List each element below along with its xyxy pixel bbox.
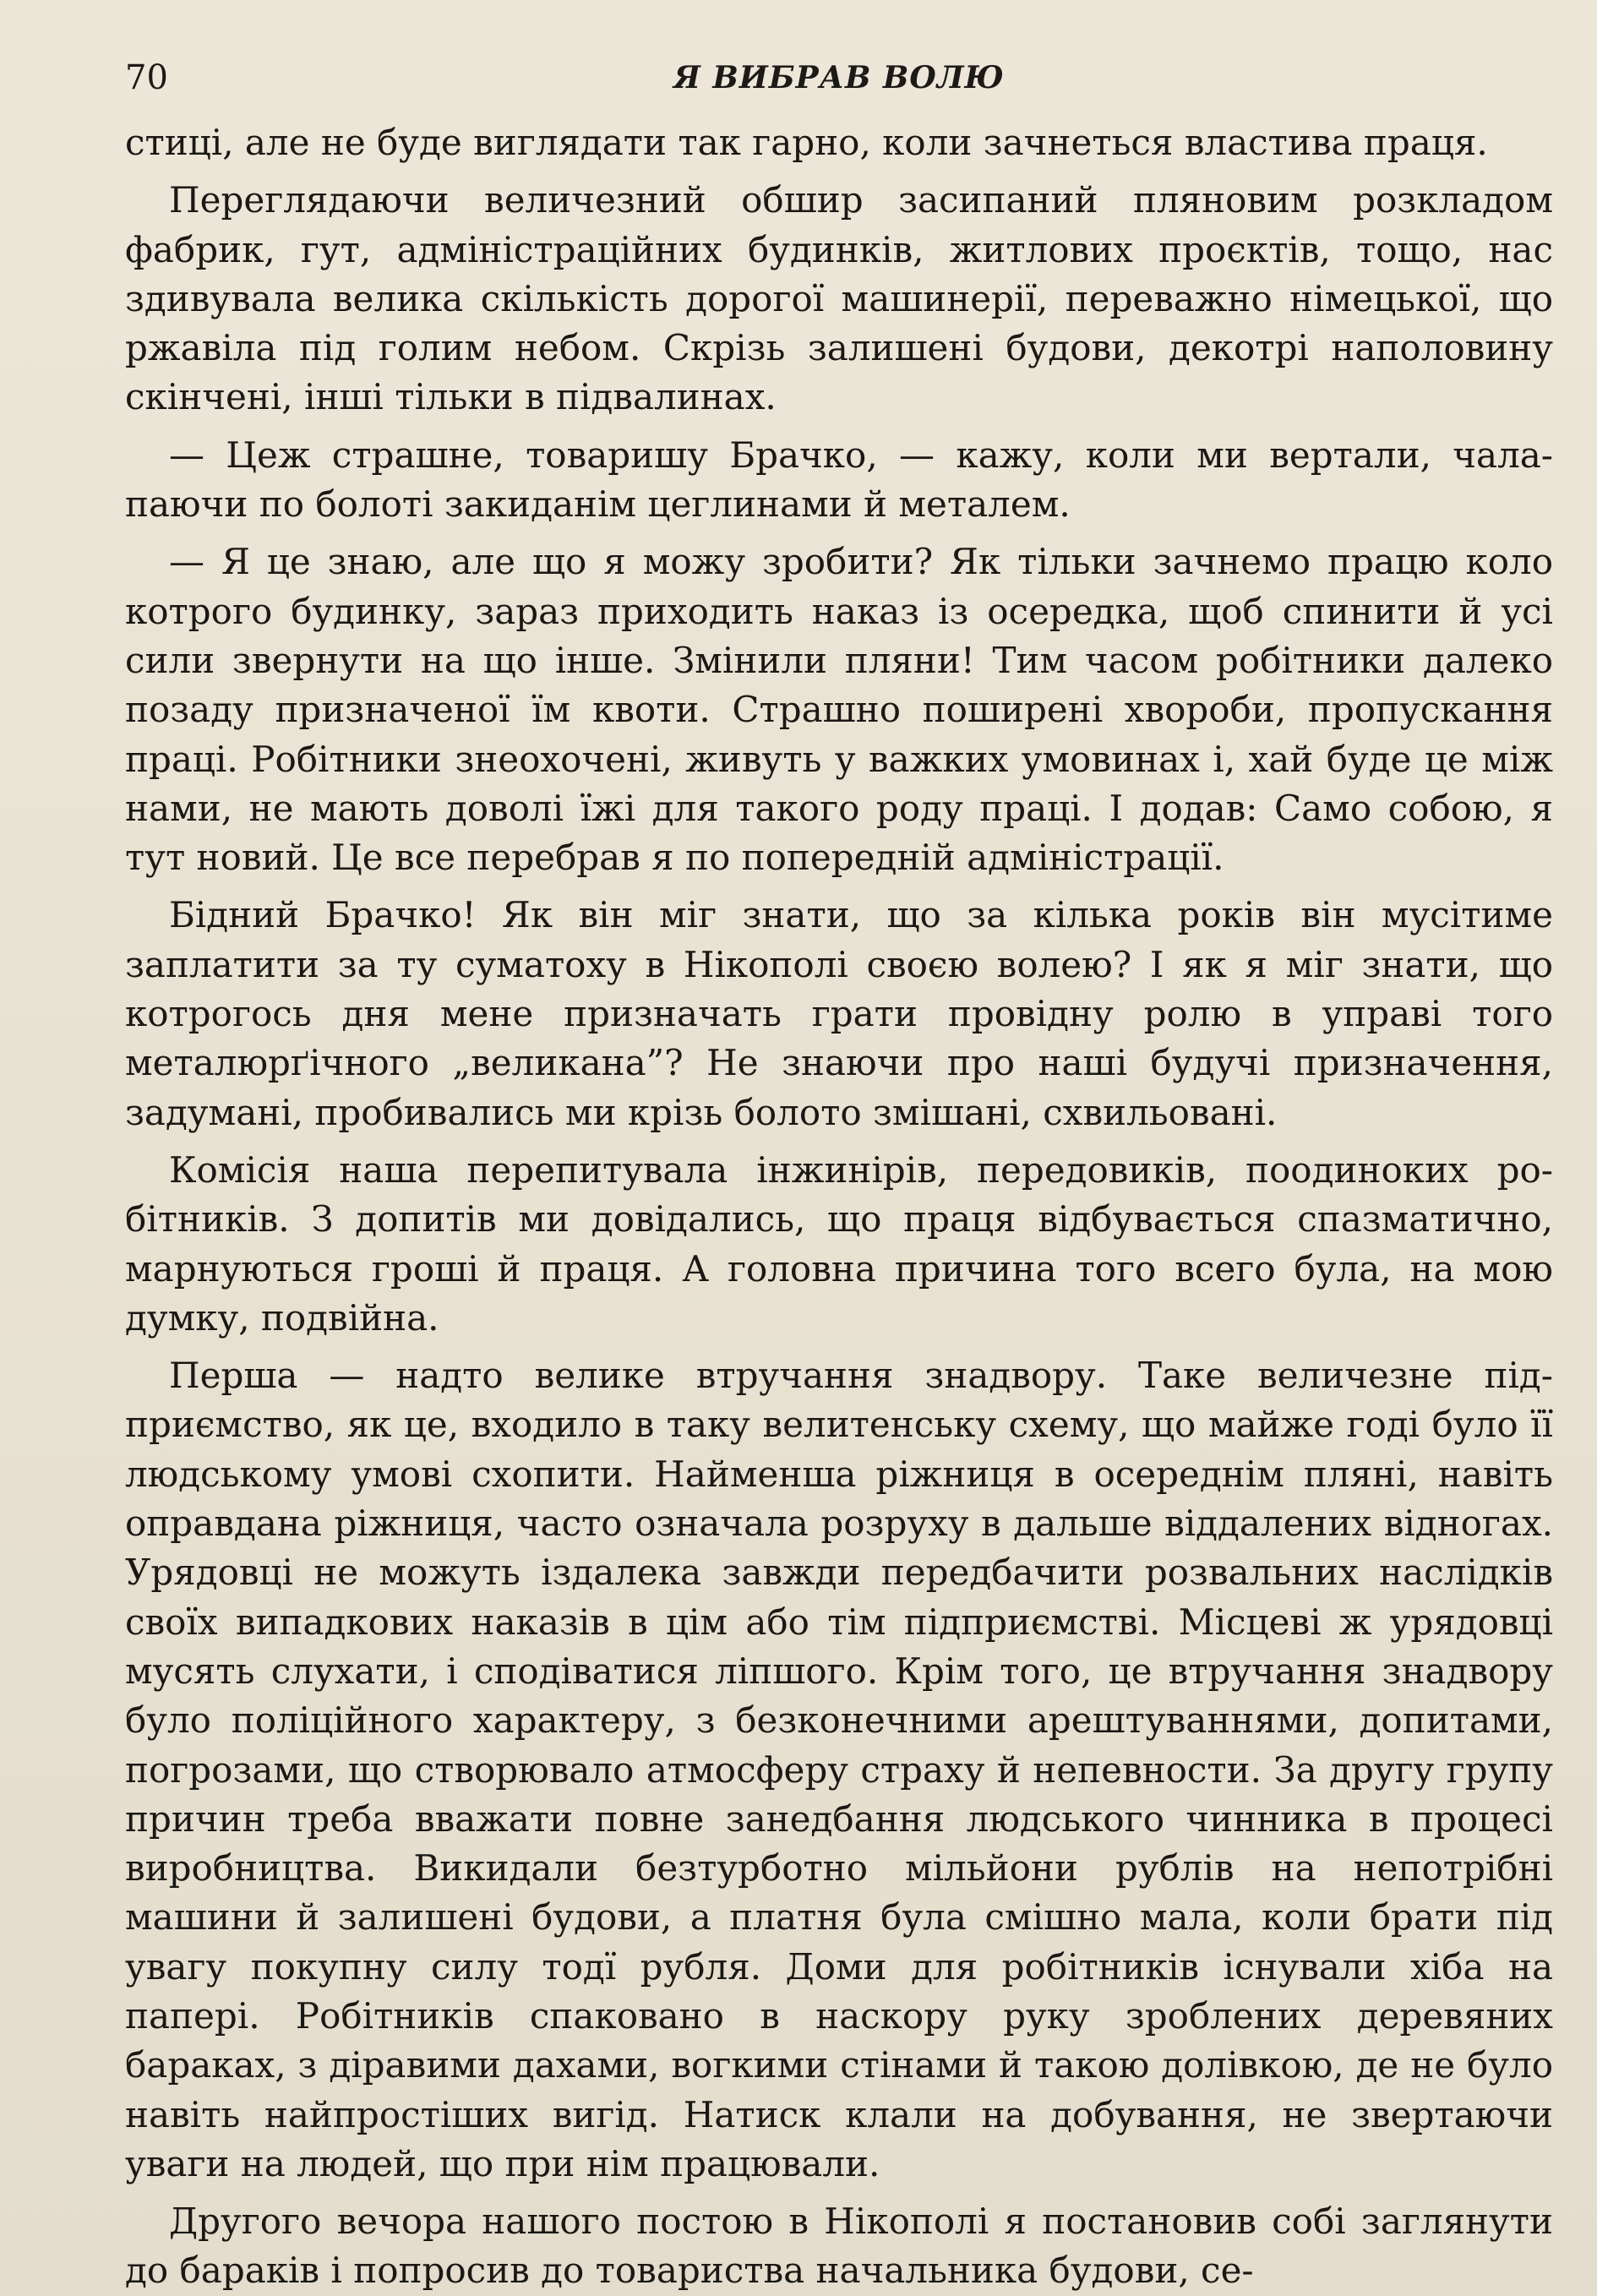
- body-text: [125, 118, 1553, 2296]
- paragraph: — Цеж страшне, товаришу Брачко, — кажу, коли ми вертали, чалапаючи по болоті закиданім цеглинами й металем.: [125, 434, 1553, 526]
- paragraph: Переглядаючи величезний обшир засипаний пляновим розкладом фабрик, гут, адміністраційних будинків, житлових проєктів, тощо, нас здивувала велика скількість дорогої машинерії, переважно німецької, що ржавіла під голим небом. Скрізь залишені будови, декотрі наполовину скінчені, інші тільки в підвалинах.: [125, 179, 1553, 418]
- running-title: Я ВИБРАВ ВОЛЮ: [673, 60, 1005, 95]
- page-number: 70: [125, 58, 168, 97]
- paragraph: Бідний Брачко! Як він міг знати, що за кілька років він мусітиме заплатити за ту суматоху в Нікополі своєю волею? І як я міг знати, що котрогось дня мене призначать грати провідну ролю в управі того металюрґічного „великана”? Не знаючи про наші будучі призначення, задумані, пробивались ми крізь болото змішані, схвильовані.: [125, 894, 1553, 1133]
- paragraph: Комісія наша перепитувала інжинірів, передовиків, поодиноких робітників. З допитів ми довідались, що праця відбувається спазматично, марнуються гроші й праця. А головна причина того всего була, на мою думку, подвійна.: [125, 1148, 1553, 1339]
- paragraph: Перша — надто велике втручання знадвору. Таке величезне підприємство, як це, входило в таку велитенську схему, що майже годі було її людському умові схопити. Найменша ріжниця в осереднім пляні, навіть оправдана ріжниця, часто означала розруху в дальше віддалених відногах. Урядовці не можуть іздалека завжди передбачити розвальних наслідків своїх випадкових наказів в цім або тім підприємстві. Місцеві ж урядовці мусять слухати, і сподіватися ліпшого. Крім того, це втручання знадвору було поліційного характеру, з безконечними арештуваннями, допитами, погрозами, що створювало атмосферу страху й непевности. За другу групу причин треба вважати повне занедбання людського чинника в процесі виробництва. Викидали безтурботно мільйони рублів на непотрібні машини й залишені будови, а платня була смішно мала, коли брати під увагу покупну силу тодї рубля. Доми для робітників існували хіба на папері. Робітників спаковано в наскору руку зроблених деревяних бараках, з діравими дахами, вогкими стінами й такою долівкою, де не було навіть найпростіших вигід. Натиск клали на добування, не звертаючи уваги на людей, що при нім працювали.: [125, 1355, 1553, 2184]
- paragraph: — Я це знаю, але що я можу зробити? Як тільки зачнемо працю коло котрого будинку, зараз приходить наказ із осередка, щоб спинити й усі сили звернути на що інше. Змінили пляни! Тим часом робітники далеко позаду призначеної їм квоти. Страшно поширені хвороби, пропускання праці. Робітники знеохочені, живуть у важких умовинах і, хай буде це між нами, не мають доволі їжі для такого роду праці. І додав: Само собою, я тут новий. Це все перебрав я по попередній адміністрації.: [125, 541, 1553, 879]
- running-head: [125, 52, 1553, 103]
- paragraph: стиці, але не буде виглядати так гарно, коли зачнеться властива праця.: [125, 122, 1488, 163]
- paragraph: Другого вечора нашого постою в Нікополі я постановив собі заглянути до бараків і попросив до товариства начальника будови, се-: [125, 2201, 1553, 2292]
